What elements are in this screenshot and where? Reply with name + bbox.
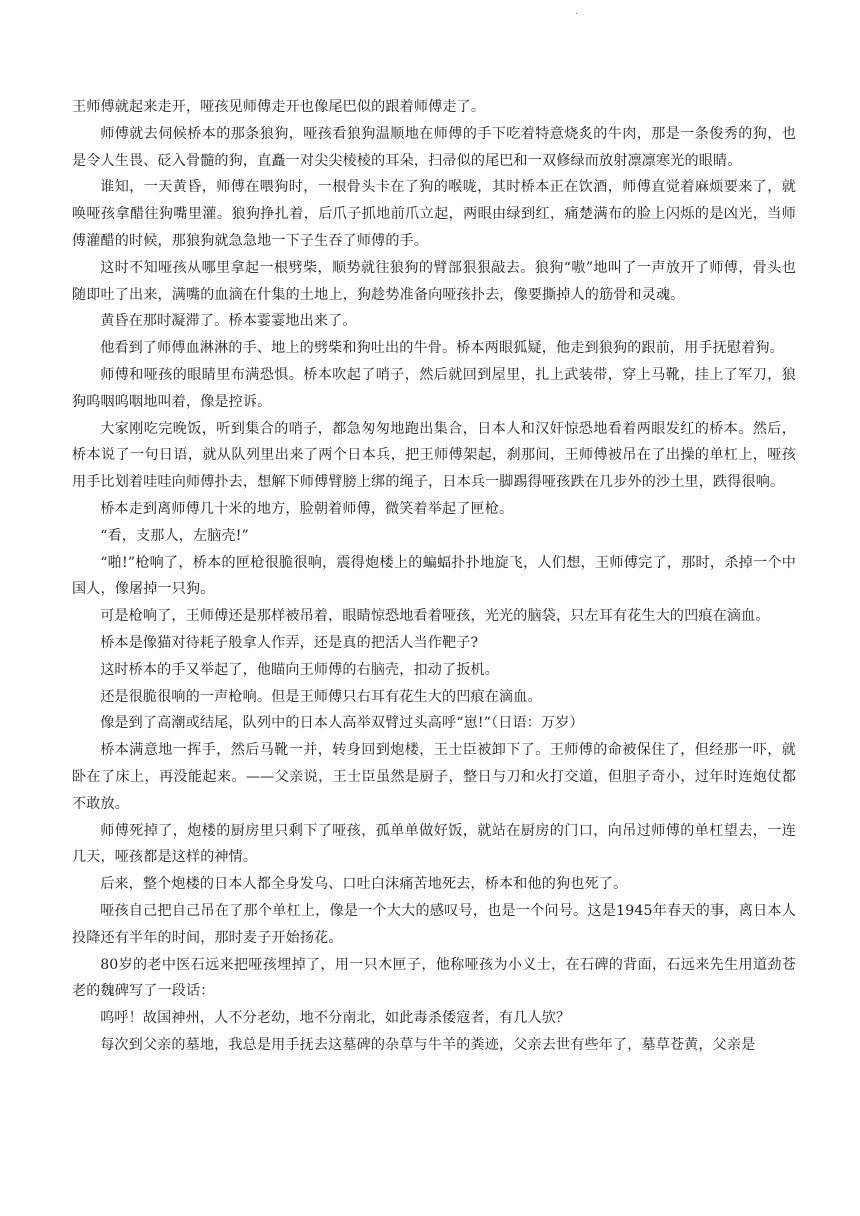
paragraph: 这时不知哑孩从哪里拿起一根劈柴，顺势就往狼狗的臂部狠狠敲去。狼狗“嗷”地叫了一声放开了师傅，骨头也随即吐了出来，满嘴的血滴在什集的土地上，狗趁势准备向哑孩扑去，像要撕掉人的筋骨和灵魂。 [72, 259, 796, 303]
paragraph: 哑孩自己把自己吊在了那个单杠上，像是一个大大的感叹号，也是一个问号。这是1945年春天的事，离日本人投降还有半年的时间，那时麦子开始扬花。 [72, 902, 796, 946]
paragraph: 桥本是像猫对待耗子般拿人作弄，还是真的把活人当作靶子? [100, 634, 479, 651]
paragraph: 师傅就去伺候桥本的那条狼狗，哑孩看狼狗温顺地在师傅的手下吃着特意烧炙的牛肉，那是一条俊秀的狗，也是令人生畏、砭入骨髓的狗，直矗一对尖尖棱棱的耳朵，扫帚似的尾巴和一双修绿而放射凛凛寒光的眼睛。 [72, 125, 796, 169]
paragraph: 桥本满意地一挥手，然后马靴一并，转身回到炮楼，王士臣被卸下了。王师傅的命被保住了，但经那一吓，就卧在了床上，再没能起来。——父亲说，王士臣虽然是厨子，整日与刀和火打交道，但胆子奇小，过年时连炮仗都不敢放。 [72, 742, 796, 812]
paragraph: 后来，整个炮楼的日本人都全身发乌、口吐白沫痛苦地死去，桥本和他的狗也死了。 [100, 876, 628, 893]
header-mark: . [575, 6, 579, 17]
paragraph: 黄昏在那时凝滞了。桥本霎霎地出来了。 [100, 313, 357, 330]
paragraph: 王师傅就起来走开，哑孩见师傅走开也像尾巴似的跟着师傅走了。 [72, 99, 486, 115]
paragraph: “啪!”枪响了，桥本的匣枪很脆很响，震得炮楼上的蝙蝠扑扑地旋飞，人们想，王师傅完了，那时，杀掉一个中国人，像屠掉一只狗。 [72, 554, 796, 598]
document-body [72, 94, 796, 1059]
paragraph: 80岁的老中医石远来把哑孩埋掉了，用一只木匣子，他称哑孩为小义士，在石碑的背面，石远来先生用道劲苍老的魏碑写了一段话： [72, 956, 796, 1000]
paragraph: 谁知，一天黄昏，师傅在喂狗时，一根骨头卡在了狗的喉咙，其时桥本正在饮酒，师傅直觉着麻烦要来了，就唤哑孩拿醋往狗嘴里灌。狼狗挣扎着，后爪子抓地前爪立起，两眼由绿到红，痛楚满布的脸上闪烁的是凶光，当师傅灌醋的时候，那狼狗就急急地一下子生吞了师傅的手。 [72, 179, 796, 249]
paragraph: 桥本走到离师傅几十米的地方，脸朝着师傅，微笑着举起了匣枪。 [100, 500, 514, 517]
paragraph: 像是到了高潮或结尾，队列中的日本人高举双臂过头高呼“崽!”（日语：万岁） [100, 715, 584, 732]
paragraph: 可是枪响了，王师傅还是那样被吊着，眼睛惊恐地看着哑孩，光光的脑袋，只左耳有花生大的凹痕在滴血。 [100, 608, 770, 625]
paragraph: 呜呼！故国神州，人不分老幼，地不分南北，如此毒杀倭寇者，有几人欤？ [100, 1010, 571, 1027]
paragraph: 这时桥本的手又举起了，他瞄向王师傅的右脑壳，扣动了扳机。 [100, 661, 500, 678]
paragraph: 大家刚吃完晚饭，听到集合的哨子，都急匆匆地跑出集合，日本人和汉奸惊恐地看着两眼发红的桥本。然后，桥本说了一句日语，就从队列里出来了两个日本兵，把王师傅架起，刹那间，王师傅被吊在了出操的单杠上，哑孩用手比划着哇哇向师傅扑去，想解下师傅臂膀上绑的绳子，日本兵一脚踢得哑孩跌在几步外的沙土里，跌得很响。 [72, 420, 796, 491]
paragraph: 师傅和哑孩的眼睛里布满恐惧。桥本吹起了哨子，然后就回到屋里，扎上武装带，穿上马靴，挂上了军刀，狼狗呜咽呜咽地叫着，像是控诉。 [72, 366, 796, 410]
paragraph: 每次到父亲的墓地，我总是用手抚去这墓碑的杂草与牛羊的粪迹，父亲去世有些年了，墓草苍黄，父亲是 [100, 1036, 756, 1053]
paragraph: 还是很脆很响的一声枪响。但是王师傅只右耳有花生大的凹痕在滴血。 [100, 688, 542, 705]
paragraph: “看，支那人，左脑壳!” [100, 527, 249, 544]
paragraph: 师傅死掉了，炮楼的厨房里只剩下了哑孩，孤单单做好饭，就站在厨房的门口，向吊过师傅的单杠望去，一连几天，哑孩都是这样的神情。 [72, 822, 796, 866]
paragraph: 他看到了师傅血淋淋的手、地上的劈柴和狗吐出的牛骨。桥本两眼狐疑，他走到狼狗的跟前，用手抚慰着狗。 [100, 340, 784, 357]
